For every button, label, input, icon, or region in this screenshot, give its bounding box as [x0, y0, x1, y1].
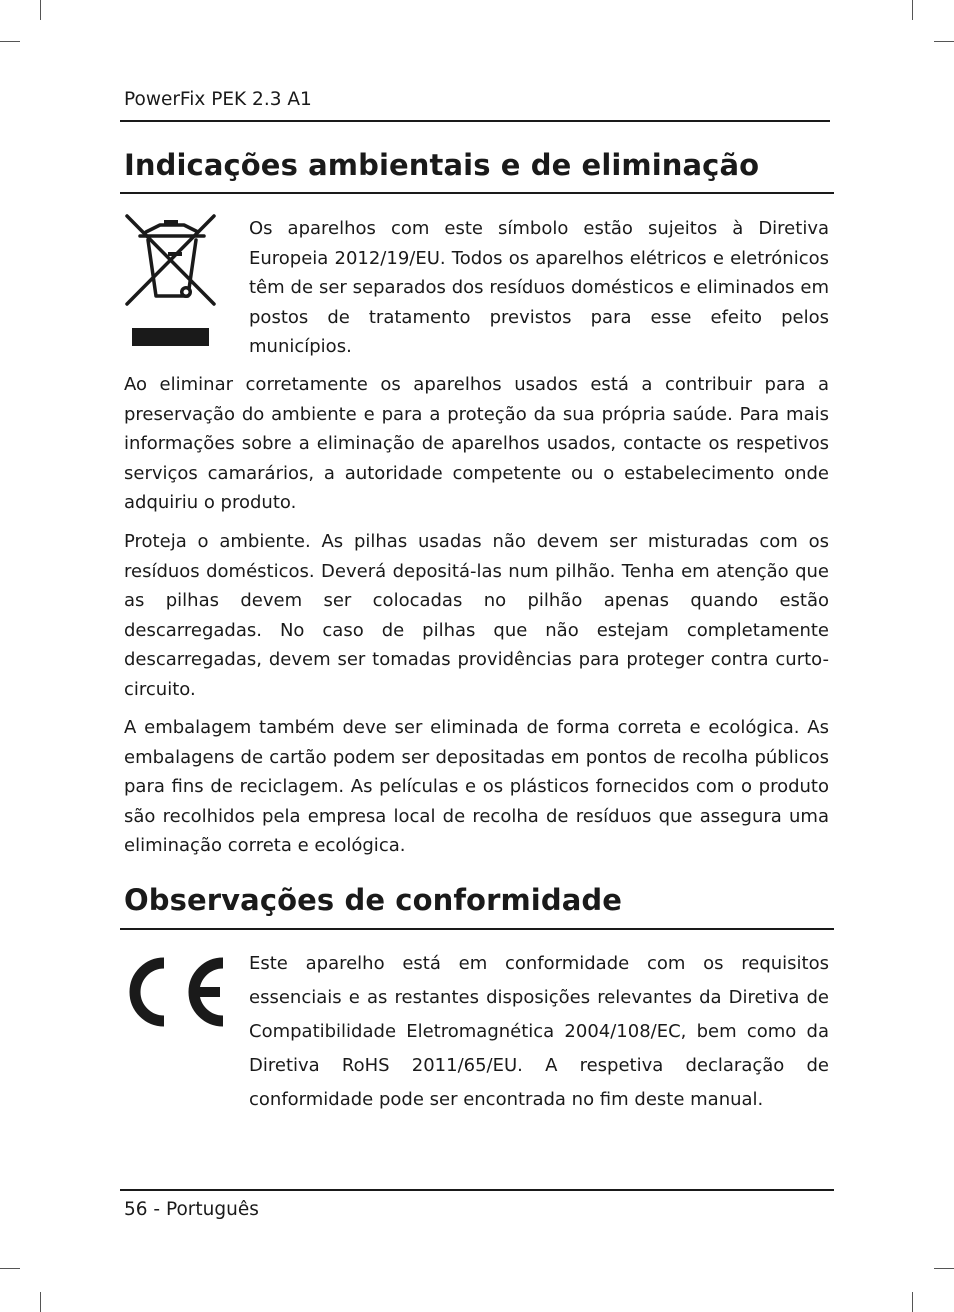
section-title-environment: Indicações ambientais e de eliminação	[124, 148, 760, 182]
batteries-paragraph: Proteja o ambiente. As pilhas usadas não devem ser misturadas com os resíduos domésticos. Deverá depositá-las num pilhão. Tenha em atenção que as pilhas devem ser colocadas no pilhão apenas quando estão descarregadas. No caso de pilhas que não estejam completamente descarregadas, devem ser tomadas providências para proteger contra curto-circuito.	[124, 531, 829, 700]
crossed-out-wheelie-bin-icon	[124, 212, 218, 348]
crop-mark	[0, 41, 20, 42]
ce-mark-icon	[124, 954, 228, 1030]
section-title-conformity: Observações de conformidade	[124, 883, 622, 917]
weee-directive-paragraph: Os aparelhos com este símbolo estão sujeitos à Diretiva Europeia 2012/19/EU. Todos os aparelhos elétricos e eletrónicos têm de ser separados dos resíduos domésticos e eliminados em postos de tratamento previstos para esse efeito pelos municípios.	[249, 218, 829, 358]
disposal-paragraph: Ao eliminar corretamente os aparelhos usados está a contribuir para a preservação do ambiente e para a proteção da sua própria saúde. Para mais informações sobre a eliminação de aparelhos usados, contacte os respetivos serviços camarários, a autoridade competente ou o estabelecimento onde adquiriu o produto.	[124, 374, 829, 514]
section-rule	[120, 192, 834, 194]
section-rule	[120, 928, 834, 930]
crop-mark	[40, 1292, 41, 1312]
crop-mark	[934, 41, 954, 42]
footer-rule	[120, 1189, 834, 1191]
header-rule	[120, 120, 830, 122]
running-header: PowerFix PEK 2.3 A1	[124, 89, 312, 110]
crop-mark	[912, 0, 913, 20]
crop-mark	[40, 0, 41, 20]
crop-mark	[934, 1268, 954, 1269]
conformity-paragraph: Este aparelho está em conformidade com os requisitos essenciais e as restantes disposições relevantes da Diretiva de Compatibilidade Eletromagnética 2004/108/EC, bem como da Diretiva RoHS 2011/65/EU. A respetiva declaração de conformidade pode ser encontrada no fim deste manual.	[249, 953, 829, 1110]
crop-mark	[912, 1292, 913, 1312]
crop-mark	[0, 1268, 20, 1269]
page-footer: 56 - Português	[124, 1199, 259, 1220]
packaging-paragraph: A embalagem também deve ser eliminada de forma correta e ecológica. As embalagens de cartão podem ser depositadas em pontos de recolha públicos para fins de reciclagem. As películas e os plásticos fornecidos com o produto são recolhidos pela empresa local de recolha de resíduos que assegura uma eliminação correta e ecológica.	[124, 717, 829, 857]
